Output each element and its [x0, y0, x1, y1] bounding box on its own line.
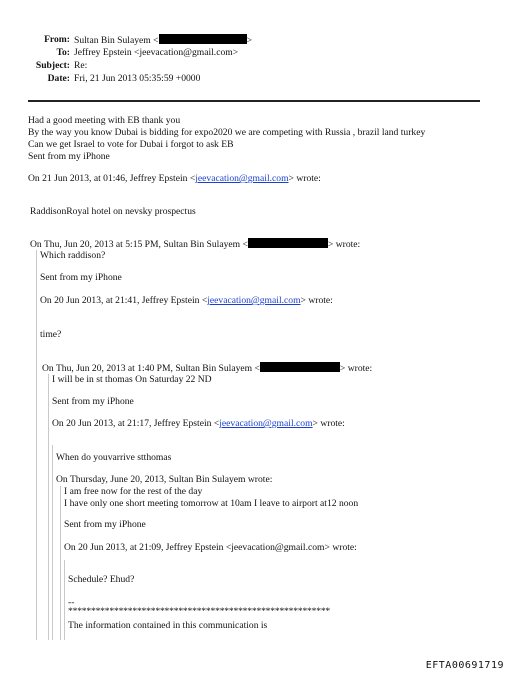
redaction-box [248, 238, 328, 248]
subject-row [0, 60, 260, 73]
body-line-3: Can we get Israel to vote for Dubai i forgot to ask EB [28, 139, 234, 150]
signature-dash: -- [68, 597, 75, 608]
to-row [0, 47, 260, 60]
quote-bar-4 [60, 486, 61, 640]
quote-header-1 [28, 173, 321, 185]
q4-sent: Sent from my iPhone [52, 396, 134, 407]
subject-label: Subject: [35, 60, 70, 71]
q3-suffix: > wrote: [300, 295, 333, 306]
from-name: Sultan Bin Sulayem < [74, 35, 159, 46]
quote-bar-1 [36, 250, 37, 640]
q4-suffix: > wrote: [339, 363, 373, 374]
quote-header-6: On Thursday, June 20, 2013, Sultan Bin Sulayem wrote: [56, 474, 273, 485]
from-suffix: > [246, 35, 252, 46]
quote-bar-2 [48, 374, 49, 640]
q4-message: I will be in st thomas On Saturday 22 ND [52, 374, 212, 385]
quote-bar-3 [52, 445, 53, 640]
body-line-4: Sent from my iPhone [28, 151, 110, 162]
q5-message: When do youvarrive stthomas [56, 452, 172, 463]
to-label: To: [56, 47, 70, 58]
q2-suffix: > wrote: [327, 239, 361, 250]
date-value: Fri, 21 Jun 2013 05:35:59 +0000 [74, 73, 201, 84]
q3-prefix: On 20 Jun 2013, at 21:41, Jeffrey Epstein < [40, 295, 208, 306]
signature-line: The information contained in this communication is [68, 620, 268, 631]
email-header [0, 34, 260, 86]
q6-message-2: I have only one short meeting tomorrow at 10am I leave to airport at12 noon [64, 498, 359, 509]
redaction-box [260, 362, 340, 372]
q3-message: time? [40, 329, 62, 340]
to-value: Jeffrey Epstein <jeevacation@gmail.com> [74, 47, 239, 58]
from-row [0, 34, 260, 47]
q2-message: Which raddison? [40, 250, 106, 261]
quote1-suffix: > wrote: [288, 173, 321, 184]
quote-header-7: On 20 Jun 2013, at 21:09, Jeffrey Epstein <jeevacation@gmail.com> wrote: [64, 542, 357, 553]
q6-sent: Sent from my iPhone [64, 519, 146, 530]
redaction-box [159, 34, 247, 44]
q5-prefix: On 20 Jun 2013, at 21:17, Jeffrey Epstein < [52, 418, 220, 429]
email-link[interactable]: jeevacation@gmail.com [207, 295, 301, 306]
quote-header-3 [40, 295, 333, 307]
from-label: From: [44, 34, 70, 45]
date-label: Date: [47, 73, 70, 84]
bates-number: EFTA00691719 [425, 659, 504, 671]
subject-value: Re: [74, 60, 88, 71]
q2-prefix: On Thu, Jun 20, 2013 at 5:15 PM, Sultan Bin Sulayem < [30, 239, 248, 250]
body-line-1: Had a good meeting with EB thank you [28, 115, 181, 126]
header-divider [28, 100, 480, 102]
quote1-prefix: On 21 Jun 2013, at 01:46, Jeffrey Epstein < [28, 173, 196, 184]
quote-header-5 [52, 418, 345, 430]
email-link[interactable]: jeevacation@gmail.com [219, 418, 313, 429]
date-row [0, 73, 260, 86]
email-link[interactable]: jeevacation@gmail.com [195, 173, 289, 184]
signature-stars: ********************************************************* [68, 606, 331, 617]
q5-suffix: > wrote: [312, 418, 345, 429]
q6-message-1: I am free now for the rest of the day [64, 486, 203, 497]
quote-bar-5 [64, 560, 65, 640]
q4-prefix: On Thu, Jun 20, 2013 at 1:40 PM, Sultan Bin Sulayem < [42, 363, 260, 374]
from-value [74, 34, 252, 47]
q7-message: Schedule? Ehud? [68, 574, 135, 585]
reply-line-1: RaddisonRoyal hotel on nevsky prospectus [30, 206, 196, 217]
q2-sent: Sent from my iPhone [40, 272, 122, 283]
body-line-2: By the way you know Dubai is bidding for expo2020 we are competing with Russia , brazil land turkey [28, 127, 426, 138]
